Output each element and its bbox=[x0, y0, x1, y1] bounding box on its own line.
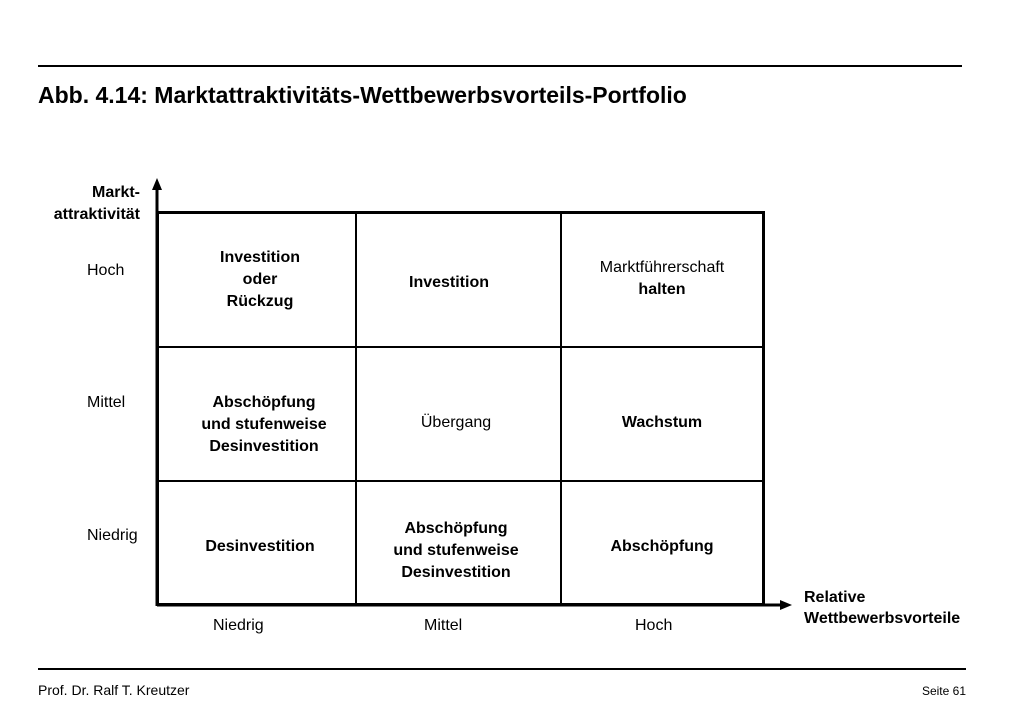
x-axis-label-line2: Wettbewerbsvorteile bbox=[804, 610, 961, 627]
cell-invest: Investition bbox=[408, 274, 490, 291]
y-level-high: Hoch bbox=[87, 262, 125, 279]
footer-author: Prof. Dr. Ralf T. Kreutzer bbox=[38, 682, 190, 698]
cell-hold-leadership: Marktführerschaft halten bbox=[599, 259, 725, 298]
cell-transition: Übergang bbox=[420, 414, 492, 431]
x-level-low: Niedrig bbox=[213, 617, 264, 634]
page-title: Abb. 4.14: Marktattraktivitäts-Wettbewerbsvorteils-Portfolio bbox=[38, 82, 687, 108]
y-axis-arrowhead bbox=[152, 178, 162, 190]
x-axis-arrowhead bbox=[780, 600, 792, 610]
cell-harvest: Abschöpfung bbox=[610, 538, 714, 555]
y-axis-label-line2: attraktivität bbox=[53, 206, 140, 223]
grid-divider-h1 bbox=[159, 346, 762, 348]
cell-invest-or-retreat: Investition oder Rückzug bbox=[219, 249, 301, 310]
cell-harvest-divest-low: Abschöpfung und stufenweise Desinvestition bbox=[393, 520, 519, 581]
cell-growth: Wachstum bbox=[621, 414, 703, 431]
y-level-medium: Mittel bbox=[87, 394, 126, 411]
y-level-low: Niedrig bbox=[87, 527, 138, 544]
y-axis-label bbox=[40, 182, 140, 226]
grid-divider-v2 bbox=[560, 214, 562, 603]
cell-divest: Desinvestition bbox=[205, 538, 315, 555]
cell-harvest-divest-mid: Abschöpfung und stufenweise Desinvestition bbox=[201, 394, 327, 455]
y-axis-label-line1: Markt- bbox=[91, 184, 140, 201]
footer-page-number: Seite 61 bbox=[921, 684, 966, 698]
portfolio-matrix bbox=[156, 211, 765, 606]
x-level-high: Hoch bbox=[635, 617, 673, 634]
grid-divider-h2 bbox=[159, 480, 762, 482]
grid-divider-v1 bbox=[355, 214, 357, 603]
x-level-medium: Mittel bbox=[424, 617, 463, 634]
x-axis-label-line1: Relative bbox=[804, 589, 866, 606]
x-axis-label bbox=[804, 587, 960, 629]
